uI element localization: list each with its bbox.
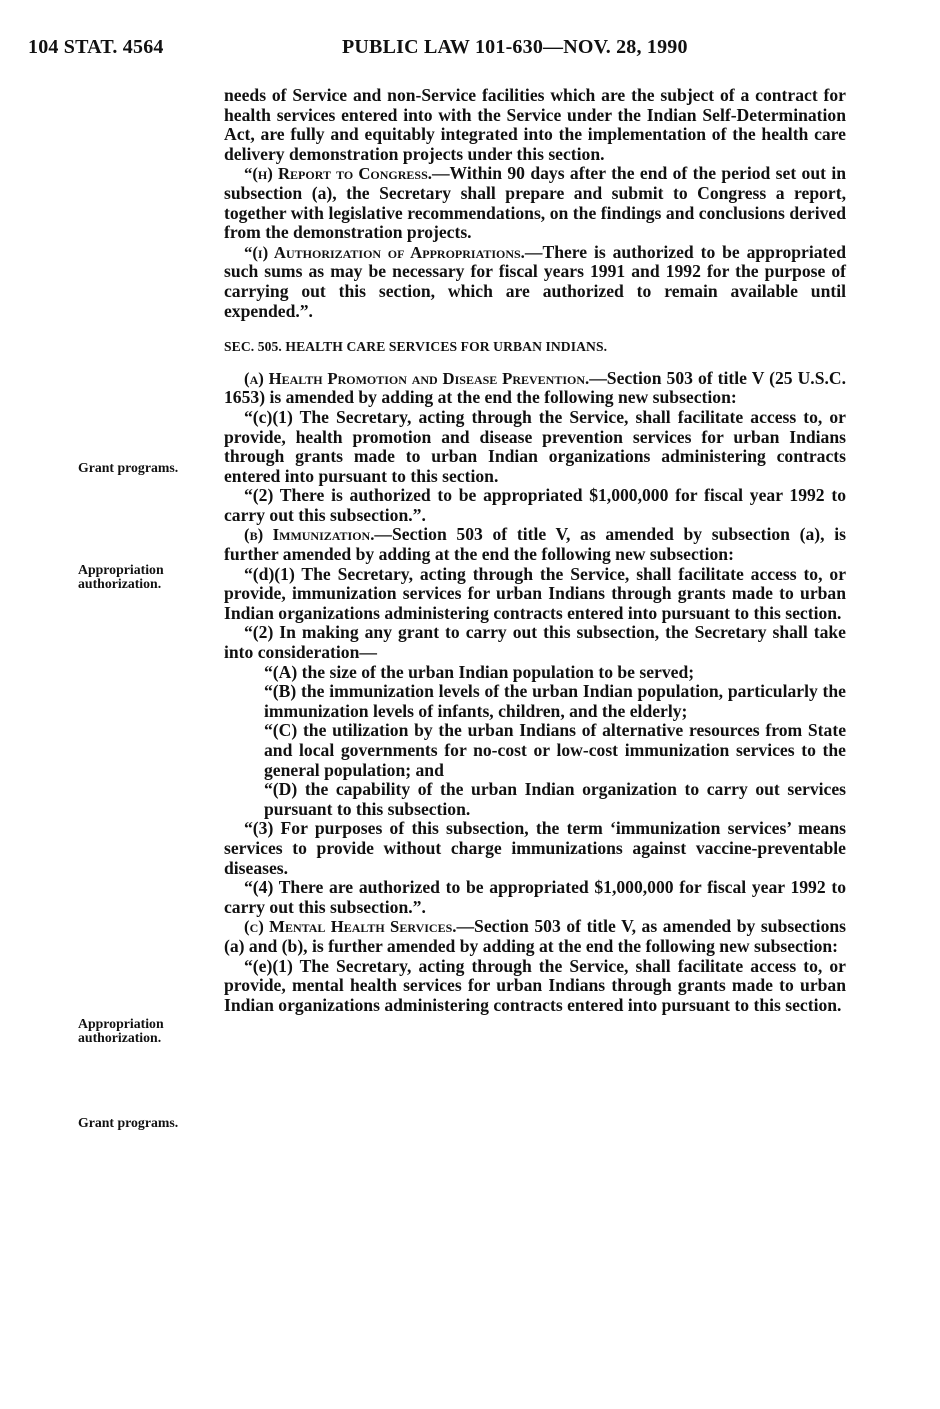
paragraph-dA: “(A) the size of the urban Indian population to be served;	[264, 661, 695, 682]
subsection-a-text: —Section 503 of title V (25 U.S.C. 1653) is amended by adding at the end the following new subsection:	[224, 367, 846, 408]
subsection-a	[224, 369, 846, 408]
subsection-h-text: —Within 90 days after the end of the period set out in subsection (a), the Secretary shall prepare and submit to Congress a report, together with legislative recommendations, on the findings and conclusions derived from the demonstration projects.	[224, 163, 846, 243]
section-505-heading: SEC. 505. HEALTH CARE SERVICES FOR URBAN INDIANS.	[224, 339, 608, 355]
paragraph-d3: “(3) For purposes of this subsection, the term ‘immunization services’ means services to provide without charge immunizations against vaccine-preventable diseases.	[224, 818, 846, 878]
page-header	[28, 36, 858, 68]
subsection-b-heading: (b) Immunization.	[244, 525, 375, 545]
subsection-i-text: —There is authorized to be appropriated such sums as may be necessary for fiscal years 1991 and 1992 for the purpose of carrying out this section, which are authorized to remain available until expended.”.	[224, 241, 846, 321]
subsection-b-text: —Section 503 of title V, as amended by subsection (a), is further amended by adding at the end the following new subsection:	[224, 524, 846, 565]
document-body	[224, 86, 846, 1015]
subsection-h	[224, 164, 846, 242]
subsection-c-heading: (c) Mental Health Services.	[244, 917, 457, 937]
paragraph-continuation: needs of Service and non-Service facilities which are the subject of a contract for health services entered into with the Service under the Indian Self-Determination Act, are fully and equitably integrated into the implementation of the health care delivery demonstration projects under this section.	[224, 85, 846, 164]
margin-note-grant-programs: Grant programs.	[78, 460, 179, 475]
margin-note-grant-programs-2: Grant programs.	[78, 1115, 179, 1130]
subsection-i	[224, 243, 846, 321]
margin-note-appropriation-authorization-2: Appropriation authorization.	[78, 1016, 164, 1045]
paragraph-c2: “(2) There is authorized to be appropriated $1,000,000 for fiscal year 1992 to carry out this subsection.”.	[224, 485, 846, 525]
subsection-c-mental-health	[224, 917, 846, 956]
public-law-title: PUBLIC LAW 101-630—NOV. 28, 1990	[342, 36, 688, 58]
subsection-i-heading: “(i) Authorization of Appropriations.	[244, 242, 525, 262]
subsection-b	[224, 525, 846, 564]
subsection-a-heading: (a) Health Promotion and Disease Prevention.	[244, 368, 590, 388]
paragraph-d4: “(4) There are authorized to be appropriated $1,000,000 for fiscal year 1992 to carry out this subsection.”.	[224, 877, 846, 917]
paragraph-d2: “(2) In making any grant to carry out this subsection, the Secretary shall take into consideration—	[224, 622, 846, 663]
paragraph-c1: “(c)(1) The Secretary, acting through the Service, shall facilitate access to, or provide, health promotion and disease prevention services for urban Indians through grants made to urban Indian organizations administering contracts entered into pursuant to this section.	[224, 406, 846, 486]
statute-page-number: 104 STAT. 4564	[28, 36, 164, 58]
margin-note-appropriation-authorization: Appropriation authorization.	[78, 562, 164, 591]
paragraph-d1: “(d)(1) The Secretary, acting through the Service, shall facilitate access to, or provide, immunization services for urban Indians through grants made to urban Indian organizations administering contracts entered into pursuant to this section.	[224, 563, 846, 623]
subsection-h-heading: “(h) Report to Congress.	[244, 164, 432, 184]
paragraph-dD: “(D) the capability of the urban Indian organization to carry out services pursuant to this subsection.	[264, 779, 846, 819]
subsection-c-text: —Section 503 of title V, as amended by subsections (a) and (b), is further amended by adding at the end the following new subsection:	[224, 916, 846, 956]
paragraph-dB: “(B) the immunization levels of the urban Indian population, particularly the immunization levels of infants, children, and the elderly;	[264, 681, 846, 721]
paragraph-dC: “(C) the utilization by the urban Indians of alternative resources from State and local governments for no-cost or low-cost immunization services to the general population; and	[264, 720, 846, 780]
paragraph-e1: “(e)(1) The Secretary, acting through the Service, shall facilitate access to, or provide, mental health services for urban Indians through grants made to urban Indian organizations administering contracts entered into pursuant to this section.	[224, 955, 846, 1015]
